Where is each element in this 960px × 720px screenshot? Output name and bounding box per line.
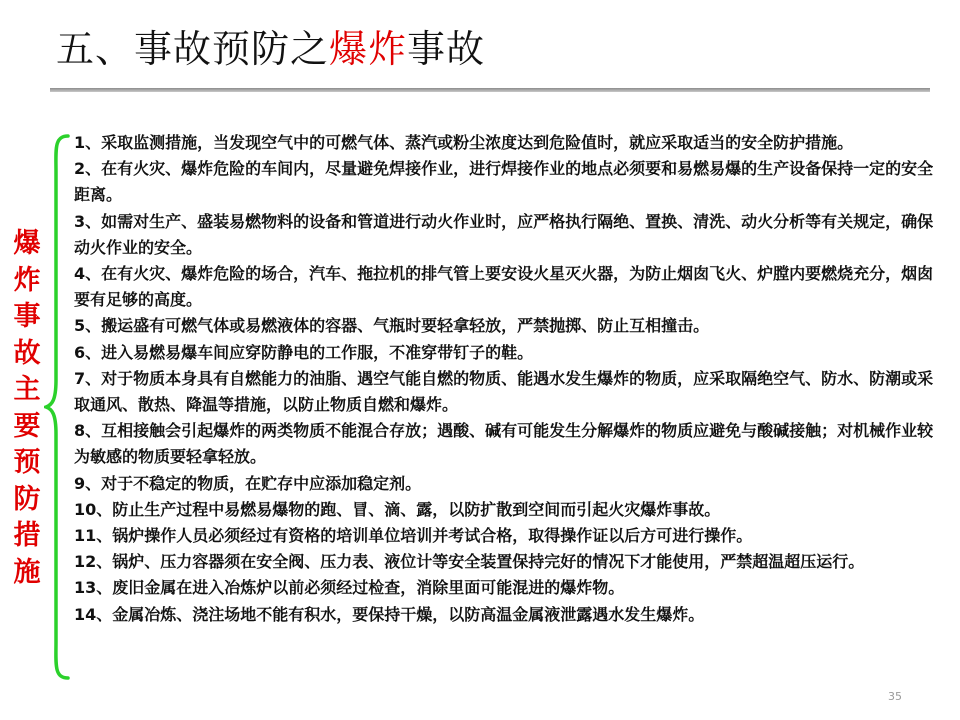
list-item: 9、对于不稳定的物质，在贮存中应添加稳定剂。 bbox=[74, 473, 422, 493]
side-label: 爆炸事故主要预防措施 bbox=[13, 228, 41, 588]
list-item: 6、进入易燃易爆车间应穿防静电的工作服，不准穿带钉子的鞋。 bbox=[74, 342, 534, 362]
list-item: 14、金属冶炼、浇注场地不能有积水，要保持干燥，以防高温金属液泄露遇水发生爆炸。 bbox=[74, 604, 705, 624]
title-highlight: 爆炸 bbox=[329, 27, 408, 71]
list-item: 4、在有火灾、爆炸危险的场合，汽车、拖拉机的排气管上要安设火星灭火器，为防止烟囱飞火、炉膛内要燃烧充分，烟囱要有足够的高度。 bbox=[74, 264, 934, 310]
curly-brace-icon bbox=[44, 132, 74, 682]
list-item: 7、对于物质本身具有自燃能力的油脂、遇空气能自燃的物质、能遇水发生爆炸的物质，应采取隔绝空气、防水、防潮或采取通风、散热、降温等措施，以防止物质自燃和爆炸。 bbox=[74, 368, 934, 415]
measure-list bbox=[74, 130, 934, 628]
list-item: 1、采取监测措施，当发现空气中的可燃气体、蒸汽或粉尘浓度达到危险值时，就应采取适当的安全防护措施。 bbox=[74, 133, 854, 152]
title-underline bbox=[50, 88, 930, 92]
list-item: 12、锅炉、压力容器须在安全阀、压力表、液位计等安全装置保持完好的情况下才能使用，严禁超温超压运行。 bbox=[74, 552, 865, 572]
title-prefix: 五、事故预防之 bbox=[56, 27, 330, 71]
title-suffix: 事故 bbox=[407, 27, 486, 71]
list-item: 13、废旧金属在进入冶炼炉以前必须经过检查，消除里面可能混进的爆炸物。 bbox=[74, 578, 625, 598]
list-item: 8、互相接触会引起爆炸的两类物质不能混合存放；遇酸、碱有可能发生分解爆炸的物质应避免与酸碱接触；对机械作业较为敏感的物质要轻拿轻放。 bbox=[74, 421, 934, 467]
page-number: 35 bbox=[888, 690, 902, 703]
list-item: 3、如需对生产、盛装易燃物料的设备和管道进行动火作业时，应严格执行隔绝、置换、清洗、动火分析等有关规定，确保动火作业的安全。 bbox=[74, 211, 934, 257]
list-item: 5、搬运盛有可燃气体或易燃液体的容器、气瓶时要轻拿轻放，严禁抛掷、防止互相撞击。 bbox=[74, 316, 710, 336]
list-item: 10、防止生产过程中易燃易爆物的跑、冒、滴、露，以防扩散到空间而引起火灾爆炸事故。 bbox=[74, 499, 721, 519]
list-item: 11、锅炉操作人员必须经过有资格的培训单位培训并考试合格，取得操作证以后方可进行操作。 bbox=[74, 526, 753, 546]
list-item: 2、在有火灾、爆炸危险的车间内，尽量避免焊接作业，进行焊接作业的地点必须要和易燃易爆的生产设备保持一定的安全距离。 bbox=[74, 159, 934, 205]
slide-title bbox=[56, 18, 485, 73]
